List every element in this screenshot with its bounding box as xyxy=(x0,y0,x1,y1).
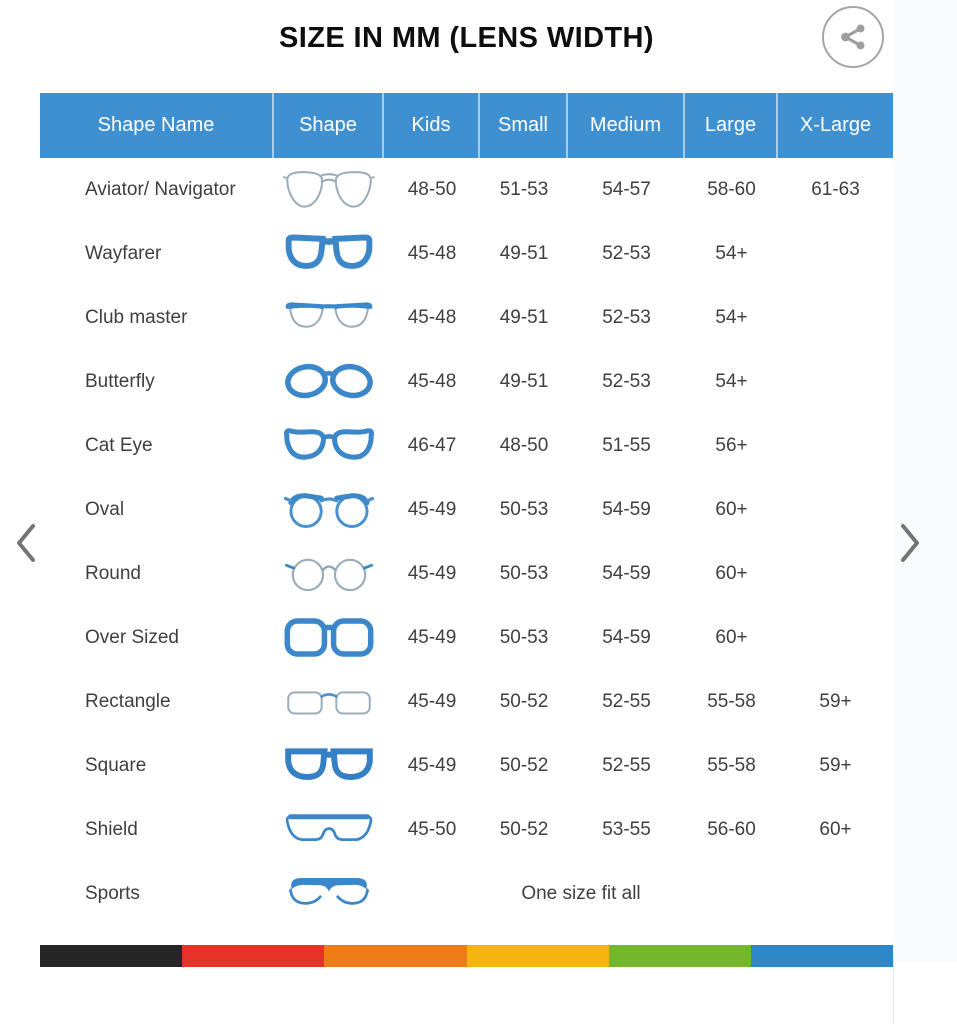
size-xlarge xyxy=(778,286,893,350)
size-medium: 52-53 xyxy=(602,307,651,328)
size-small: 50-53 xyxy=(499,627,549,648)
size-large: 56+ xyxy=(715,435,748,456)
size-medium: 52-55 xyxy=(602,691,651,712)
carousel-prev-button[interactable] xyxy=(12,521,40,565)
column-header-small: Small xyxy=(480,93,568,158)
size-medium: 54-59 xyxy=(602,563,651,584)
size-small: 48-50 xyxy=(499,435,549,456)
table-row xyxy=(40,798,893,862)
size-xlarge: 60+ xyxy=(819,819,852,840)
size-medium: 51-55 xyxy=(602,435,651,456)
size-xlarge xyxy=(778,478,893,542)
table-row xyxy=(40,478,893,542)
shape-name: Butterfly xyxy=(85,371,155,392)
shape-name: Aviator/ Navigator xyxy=(85,179,236,200)
size-small: 50-53 xyxy=(499,499,549,520)
size-small: 50-52 xyxy=(499,691,549,712)
table-row xyxy=(40,734,893,798)
size-xlarge xyxy=(778,542,893,606)
right-gutter xyxy=(893,0,957,962)
share-button[interactable] xyxy=(822,6,884,68)
size-kids: 45-49 xyxy=(407,499,457,520)
oversized-glasses-icon xyxy=(274,606,384,670)
shape-name: Round xyxy=(85,563,141,584)
size-kids: 45-48 xyxy=(407,243,457,264)
size-xlarge: 59+ xyxy=(819,755,852,776)
size-small: 49-51 xyxy=(499,371,549,392)
one-size-note: One size fit all xyxy=(521,883,641,904)
size-kids: 45-48 xyxy=(407,371,457,392)
butterfly-glasses-icon xyxy=(274,350,384,414)
size-kids: 45-49 xyxy=(407,627,457,648)
square-glasses-icon xyxy=(274,734,384,798)
size-small: 49-51 xyxy=(499,243,549,264)
size-large: 54+ xyxy=(715,307,748,328)
footer-color-stripe xyxy=(40,945,893,967)
size-medium: 54-59 xyxy=(602,499,651,520)
size-xlarge xyxy=(778,222,893,286)
size-medium: 53-55 xyxy=(602,819,651,840)
table-row xyxy=(40,542,893,606)
shape-name: Shield xyxy=(85,819,138,840)
size-xlarge: 61-63 xyxy=(811,179,860,200)
stripe-segment xyxy=(324,945,466,967)
table-header-row xyxy=(40,93,893,158)
stripe-segment xyxy=(609,945,751,967)
size-kids: 45-48 xyxy=(407,307,457,328)
size-table xyxy=(40,93,893,926)
table-body xyxy=(40,158,893,926)
shape-name: Wayfarer xyxy=(85,243,162,264)
size-large: 54+ xyxy=(715,243,748,264)
stripe-segment xyxy=(40,945,182,967)
wayfarer-glasses-icon xyxy=(274,222,384,286)
shape-name: Rectangle xyxy=(85,691,171,712)
shield-glasses-icon xyxy=(274,798,384,862)
clubmaster-glasses-icon xyxy=(274,286,384,350)
size-large: 60+ xyxy=(715,627,748,648)
size-small: 49-51 xyxy=(499,307,549,328)
share-icon xyxy=(836,20,870,54)
size-small: 50-52 xyxy=(499,755,549,776)
column-header-kids: Kids xyxy=(384,93,480,158)
sports-glasses-icon xyxy=(274,862,384,926)
chevron-left-icon xyxy=(12,553,40,568)
table-row xyxy=(40,414,893,478)
size-small: 50-52 xyxy=(499,819,549,840)
size-large: 54+ xyxy=(715,371,748,392)
rectangle-glasses-icon xyxy=(274,670,384,734)
size-xlarge xyxy=(778,414,893,478)
column-header-shape: Shape xyxy=(274,93,384,158)
table-row xyxy=(40,222,893,286)
shape-name: Square xyxy=(85,755,147,776)
table-row xyxy=(40,158,893,222)
carousel-next-button[interactable] xyxy=(896,521,924,565)
round-glasses-icon xyxy=(274,542,384,606)
size-small: 51-53 xyxy=(499,179,549,200)
size-large: 60+ xyxy=(715,499,748,520)
stripe-segment xyxy=(467,945,609,967)
size-kids: 45-49 xyxy=(407,691,457,712)
size-large: 58-60 xyxy=(707,179,756,200)
aviator-glasses-icon xyxy=(274,158,384,222)
size-medium: 52-53 xyxy=(602,371,651,392)
size-large: 55-58 xyxy=(707,755,756,776)
shape-name: Club master xyxy=(85,307,188,328)
size-small: 50-53 xyxy=(499,563,549,584)
stripe-segment xyxy=(751,945,893,967)
size-kids: 48-50 xyxy=(407,179,457,200)
size-kids: 45-49 xyxy=(407,563,457,584)
chevron-right-icon xyxy=(896,553,924,568)
size-large: 60+ xyxy=(715,563,748,584)
column-header-medium: Medium xyxy=(568,93,685,158)
empty-cell xyxy=(778,862,893,926)
size-medium: 52-53 xyxy=(602,243,651,264)
size-xlarge: 59+ xyxy=(819,691,852,712)
size-medium: 52-55 xyxy=(602,755,651,776)
table-row xyxy=(40,670,893,734)
stripe-segment xyxy=(182,945,324,967)
size-xlarge xyxy=(778,350,893,414)
size-medium: 54-57 xyxy=(602,179,651,200)
size-xlarge xyxy=(778,606,893,670)
table-row xyxy=(40,862,893,926)
column-header-x-large: X-Large xyxy=(799,114,872,136)
size-kids: 45-49 xyxy=(407,755,457,776)
shape-name: Oval xyxy=(85,499,125,520)
size-medium: 54-59 xyxy=(602,627,651,648)
size-kids: 45-50 xyxy=(407,819,457,840)
right-gutter-divider xyxy=(893,958,894,1024)
table-row xyxy=(40,350,893,414)
table-row xyxy=(40,286,893,350)
size-large: 56-60 xyxy=(707,819,756,840)
cateye-glasses-icon xyxy=(274,414,384,478)
column-header-large: Large xyxy=(685,93,778,158)
oval-glasses-icon xyxy=(274,478,384,542)
shape-name: Over Sized xyxy=(85,627,179,648)
shape-name: Cat Eye xyxy=(85,435,153,456)
shape-name: Sports xyxy=(85,883,140,904)
table-row xyxy=(40,606,893,670)
column-header-shape-name: Shape Name xyxy=(40,93,274,158)
page-title: SIZE IN MM (LENS WIDTH) xyxy=(279,22,654,54)
size-kids: 46-47 xyxy=(407,435,457,456)
size-large: 55-58 xyxy=(707,691,756,712)
